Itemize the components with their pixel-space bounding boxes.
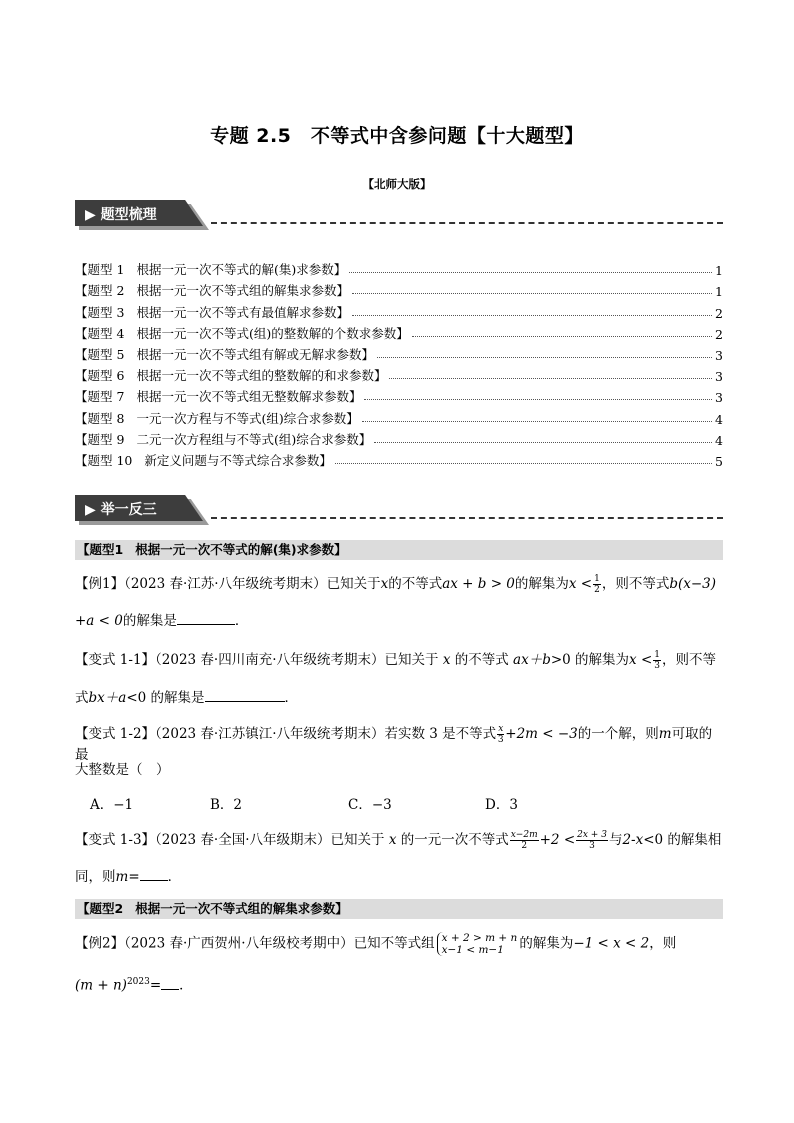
toc-leader [349, 272, 712, 273]
toc-label: 根据一元一次不等式(组)的整数解的个数求参数】 [136, 325, 409, 341]
toc-page: 5 [715, 453, 723, 469]
toc-entry[interactable] [75, 405, 723, 426]
toc-tag: 【题型 3 [75, 304, 125, 320]
toc-leader [364, 399, 712, 400]
toc-label: 根据一元一次不等式组无整数解求参数】 [136, 389, 362, 405]
variant-1-1: 【变式 1-1】（2023 春·四川南充·八年级统考期末）已知关于 x 的不等式 ax＋b>0 的解集为x < $\frac{1}{3}$ ，则不等 [75, 650, 716, 671]
toc-entry[interactable] [75, 384, 723, 405]
section-title: 举一反三 [100, 502, 157, 518]
toc-label: 二元一次方程组与不等式(组)综合求参数】 [136, 431, 372, 447]
toc-tag: 【题型 6 [75, 368, 125, 384]
toc-leader [374, 442, 712, 443]
toc-page: 4 [715, 432, 723, 448]
play-triangle-icon: ▶ [85, 207, 96, 223]
option-b[interactable]: B．2 [210, 797, 243, 813]
toc-label: 根据一元一次不等式组有解或无解求参数】 [136, 346, 374, 362]
toc-label: 根据一元一次不等式组的整数解的和求参数】 [136, 368, 387, 384]
toc-leader [362, 421, 712, 422]
option-a[interactable]: A．−1 [90, 797, 134, 813]
example-1: 【例1】（2023 春·江苏·八年级统考期末）已知关于x的不等式ax + b > 0的解集为x < $\frac{1}{2}$ ，则不等式b(x−3) [75, 574, 717, 595]
toc-tag: 【题型 9 [75, 431, 125, 447]
toc-entry[interactable] [75, 448, 723, 469]
toc-entry[interactable] [75, 363, 723, 384]
toc-entry[interactable] [75, 427, 723, 448]
edition-label: 【北师大版】 [362, 177, 432, 191]
toc-entry[interactable] [75, 321, 723, 342]
toc-tag: 【题型 5 [75, 346, 125, 362]
variant-1-3: 【变式 1-3】（2023 春·全国·八年级期末）已知关于 x 的一元一次不等式 $\frac{x-2m}{2}$ +2 < $\frac{2x + 3}{3}$ 与2-x<0 的解集相 [75, 830, 722, 851]
toc-entry[interactable] [75, 342, 723, 363]
toc-label: 新定义问题与不等式综合求参数】 [144, 452, 332, 468]
problem-type-heading: 【题型2 根据一元一次不等式组的解集求参数】 [75, 899, 723, 919]
section-title: 题型梳理 [100, 207, 157, 223]
variant-1-2: 【变式 1-2】（2023 春·江苏镇江·八年级统考期末）若实数 3 是不等式 $\frac{x}{3}$ +2m < −3的一个解，则m可取的最 [75, 724, 713, 763]
section-bar-practice [75, 495, 723, 523]
toc-leader [352, 315, 712, 316]
toc-leader [389, 378, 712, 379]
toc-page: 3 [715, 390, 723, 406]
toc-label: 根据一元一次不等式组的解集求参数】 [136, 283, 349, 299]
toc-page: 2 [715, 305, 723, 321]
toc-entry[interactable] [75, 257, 723, 278]
toc-entry[interactable] [75, 299, 723, 320]
toc-tag: 【题型 7 [75, 389, 125, 405]
toc-tag: 【题型 1 [75, 262, 125, 278]
toc-label: 根据一元一次不等式的解(集)求参数】 [136, 262, 347, 278]
page-title: 专题 2.5 不等式中含参问题【十大题型】 [210, 125, 584, 147]
play-triangle-icon: ▶ [85, 502, 96, 518]
option-c[interactable]: C．−3 [348, 797, 392, 813]
toc-page: 1 [715, 284, 723, 300]
section-bar-overview [75, 200, 723, 228]
toc-page: 1 [715, 263, 723, 279]
toc-tag: 【题型 8 [75, 410, 125, 426]
toc-leader [352, 293, 712, 294]
toc-page: 3 [715, 347, 723, 363]
toc-leader [377, 357, 712, 358]
toc-tag: 【题型 2 [75, 283, 125, 299]
toc-label: 根据一元一次不等式有最值解求参数】 [136, 304, 349, 320]
toc-leader [412, 336, 712, 337]
table-of-contents [75, 257, 723, 469]
toc-leader [335, 463, 712, 464]
option-d[interactable]: D．3 [485, 797, 518, 813]
problem-type-heading: 【题型1 根据一元一次不等式的解(集)求参数】 [75, 540, 723, 560]
toc-page: 3 [715, 369, 723, 385]
example-2: 【例2】（2023 春·广西贺州·八年级校考期中）已知不等式组 x + 2 > m + n x−1 < m−1 的解集为−1 < x < 2，则 [75, 932, 677, 956]
toc-tag: 【题型 4 [75, 325, 125, 341]
toc-label: 一元一次方程与不等式(组)综合求参数】 [136, 410, 359, 426]
toc-page: 2 [715, 326, 723, 342]
toc-tag: 【题型 10 [75, 452, 133, 468]
toc-page: 4 [715, 411, 723, 427]
toc-entry[interactable] [75, 278, 723, 299]
